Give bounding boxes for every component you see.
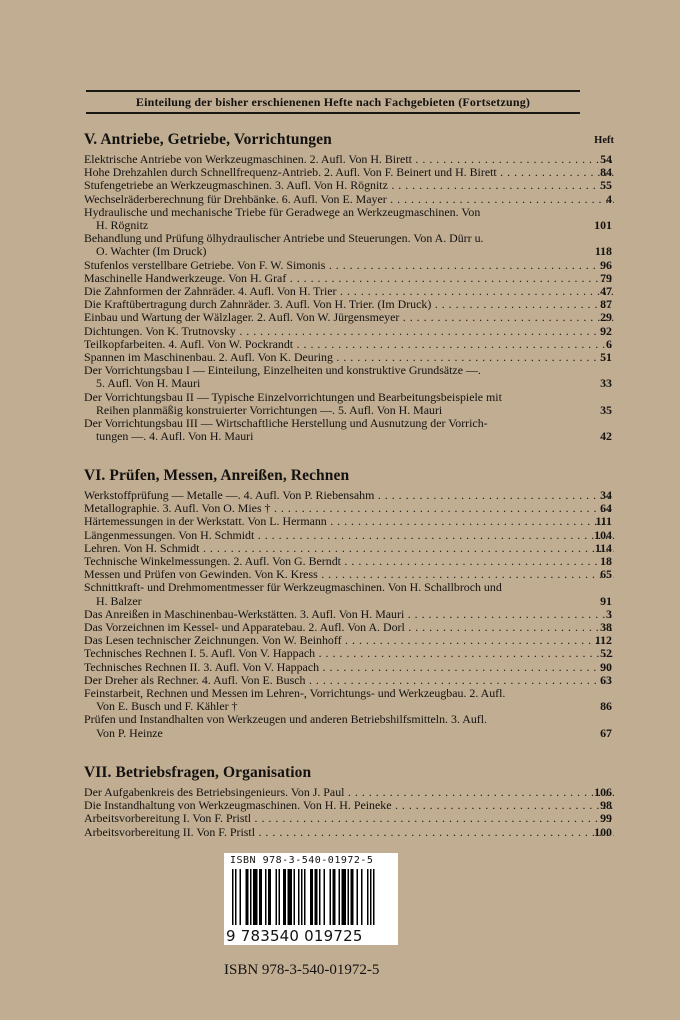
heft-column-label: Heft <box>594 135 614 146</box>
entry-title-continued: tungen —. 4. Aufl. Von H. Mauri <box>96 429 254 444</box>
barcode-bar <box>265 869 267 925</box>
barcode-bar <box>373 869 375 925</box>
heft-number: 52 <box>600 647 612 661</box>
entry-title: Dichtungen. Von K. Trutnovsky <box>84 324 236 338</box>
heft-number: 90 <box>600 660 612 674</box>
entry-list <box>84 153 614 443</box>
entry-title: Lehren. Von H. Schmidt <box>84 541 200 555</box>
heft-number: 47 <box>600 285 612 299</box>
entry-title: Elektrische Antriebe von Werkzeugmaschinen. 2. Aufl. Von H. Birett <box>84 153 412 166</box>
entry-row <box>84 259 614 272</box>
entry-row <box>84 661 614 674</box>
heft-number: 42 <box>600 429 612 444</box>
category-header: Einteilung der bisher erschienenen Hefte nach Fachgebieten (Fortsetzung) <box>86 90 580 114</box>
heft-number: 34 <box>600 489 612 502</box>
section-antriebe <box>84 131 614 443</box>
entry-title-continued: Von P. Heinze <box>96 725 163 740</box>
entry-title: Prüfen und Instandhalten von Werkzeugen und anderen Betriebshilfsmitteln. 3. Aufl. <box>84 712 488 727</box>
barcode-bar <box>279 869 281 925</box>
entry-title: Das Anreißen in Maschinenbau-Werkstätten. 3. Aufl. Von H. Mauri <box>84 607 405 621</box>
heft-number: 87 <box>600 298 612 312</box>
entry-title: Stufenlos verstellbare Getriebe. Von F. W. Simonis <box>84 258 326 272</box>
entry-row <box>84 232 614 258</box>
entry-title: Hohe Drehzahlen durch Schnellfrequenz-Antrieb. 2. Aufl. Von F. Beinert und H. Birett <box>84 166 497 180</box>
entry-title-continued: Von E. Busch und F. Kähler † <box>96 699 238 714</box>
entry-row <box>84 166 614 179</box>
heft-number: 6 <box>606 337 612 351</box>
heft-number: 51 <box>600 351 612 365</box>
barcode-bar <box>288 869 293 925</box>
barcode-bar <box>240 869 242 925</box>
heft-number: 18 <box>600 555 612 569</box>
entry-title: Die Kraftübertragung durch Zahnräder. 3. Aufl. Von H. Trier. (Im Druck) <box>84 298 432 312</box>
barcode-bar <box>310 869 313 925</box>
entry-title: Werkstoffprüfung — Metalle —. 4. Aufl. Von P. Riebensahm <box>84 489 375 502</box>
barcode-bar <box>304 869 306 925</box>
entry-title: Arbeitsvorbereitung II. Von F. Pristl <box>84 825 256 839</box>
heft-number: 55 <box>600 179 612 193</box>
entry-title: Der Vorrichtungsbau I — Einteilung, Einzelheiten und konstruktive Grundsätze —. <box>84 363 481 378</box>
entry-title: Der Vorrichtungsbau II — Typische Einzelvorrichtungen und Bearbeitungsbeispiele mit <box>84 389 502 404</box>
entry-row <box>84 311 614 324</box>
entry-title-continued: H. Balzer <box>96 593 142 608</box>
entry-row <box>84 417 614 443</box>
entry-title: Das Vorzeichnen im Kessel- und Apparatebau. 2. Aufl. Von A. Dorl <box>84 621 405 635</box>
heft-number: 84 <box>600 166 612 180</box>
entry-title: Schnittkraft- und Drehmomentmesser für Werkzeugmaschinen. Von H. Schallbroch und <box>84 580 502 595</box>
entry-row <box>84 634 614 647</box>
heft-number: 33 <box>600 376 612 391</box>
heft-number: 63 <box>600 673 612 687</box>
entry-title: Das Lesen technischer Zeichnungen. Von W. Beinhoff <box>84 634 342 648</box>
entry-title: Der Dreher als Rechner. 4. Aufl. Von E. Busch <box>84 673 306 687</box>
entry-row <box>84 338 614 351</box>
barcode-bar <box>283 869 286 925</box>
entry-row <box>84 153 614 166</box>
entry-row <box>84 542 614 555</box>
barcode-bar <box>276 869 278 925</box>
barcode-bar <box>253 869 258 925</box>
barcode-bar <box>342 869 347 925</box>
barcode-bar <box>232 869 234 925</box>
heft-number: 101 <box>594 218 612 233</box>
isbn-number: ISBN 978-3-540-01972-5 <box>224 962 380 978</box>
entry-row <box>84 826 614 839</box>
entry-title: Die Instandhaltung von Werkzeugmaschinen. Von H. H. Peineke <box>84 799 392 813</box>
entry-row <box>84 608 614 621</box>
barcode-bar <box>268 869 271 925</box>
barcode-bar <box>351 869 354 925</box>
heft-number: 104 <box>594 528 612 542</box>
entry-title: Härtemessungen in der Werkstatt. Von L. Hermann <box>84 515 327 529</box>
heft-number: 114 <box>594 541 612 555</box>
heft-number: 96 <box>600 258 612 272</box>
barcode-bar <box>357 869 359 925</box>
entry-row <box>84 786 614 799</box>
barcode-bar <box>298 869 300 925</box>
section-title: V. Antriebe, Getriebe, Vorrichtungen <box>84 131 332 148</box>
barcode-bar <box>361 869 363 925</box>
entry-title: Arbeitsvorbereitung I. Von F. Pristl <box>84 812 252 826</box>
barcode-bar <box>250 869 252 925</box>
entry-title: Feinstarbeit, Rechnen und Messen im Lehren-, Vorrichtungs- und Werkzeugbau. 2. Aufl. <box>84 686 506 701</box>
entry-title: Einbau und Wartung der Wälzlager. 2. Aufl. Von W. Jürgensmeyer <box>84 311 400 325</box>
barcode-bar <box>370 869 372 925</box>
barcode-isbn-text: ISBN 978-3-540-01972-5 <box>230 855 374 866</box>
entry-row <box>84 272 614 285</box>
entry-row <box>84 325 614 338</box>
entry-row <box>84 364 614 390</box>
entry-row <box>84 489 614 502</box>
entry-row <box>84 206 614 232</box>
heft-number: 91 <box>600 593 612 608</box>
entry-title: Wechselräderberechnung für Drehbänke. 6. Aufl. Von E. Mayer <box>84 192 387 206</box>
section-betriebsfragen <box>84 764 614 839</box>
barcode-bar <box>339 869 341 925</box>
entry-row <box>84 581 614 607</box>
barcode-bar <box>330 869 332 925</box>
heft-number: 92 <box>600 324 612 338</box>
entry-list <box>84 489 614 740</box>
entry-title-continued: Reihen planmäßig konstruierter Vorrichtungen —. 5. Aufl. Von H. Mauri <box>96 402 443 417</box>
heft-number: 4 <box>606 192 612 206</box>
heft-number: 111 <box>595 515 612 529</box>
entry-title: Spannen im Maschinenbau. 2. Aufl. Von K. Deuring <box>84 351 333 365</box>
barcode-bars <box>230 869 392 925</box>
entry-title: Maschinelle Handwerkzeuge. Von H. Graf <box>84 271 287 285</box>
entry-row <box>84 529 614 542</box>
entry-row <box>84 621 614 634</box>
heft-number: 79 <box>600 271 612 285</box>
entry-title: Metallographie. 3. Aufl. Von O. Mies † <box>84 502 271 516</box>
entry-title: Technische Winkelmessungen. 2. Aufl. Von G. Berndt <box>84 555 341 569</box>
entry-list <box>84 786 614 839</box>
entry-title: Der Aufgabenkreis des Betriebsingenieurs. Von J. Paul <box>84 786 345 799</box>
heft-number: 106 <box>594 786 612 799</box>
heft-number: 99 <box>600 812 612 826</box>
heft-number: 3 <box>606 607 612 621</box>
entry-title: Technisches Rechnen II. 3. Aufl. Von V. Happach <box>84 660 320 674</box>
barcode-bar <box>235 869 237 925</box>
barcode-bar <box>301 869 303 925</box>
entry-title: Behandlung und Prüfung ölhydraulischer Antriebe und Steuerungen. Von A. Dürr u. <box>84 231 484 246</box>
entry-title: Längenmessungen. Von H. Schmidt <box>84 528 255 542</box>
entry-title: Der Vorrichtungsbau III — Wirtschaftliche Herstellung und Ausnutzung der Vorrich- <box>84 416 488 431</box>
entry-row <box>84 298 614 311</box>
barcode-bar <box>324 869 326 925</box>
entry-row <box>84 647 614 660</box>
section-pruefen <box>84 467 614 740</box>
heft-number: 64 <box>600 502 612 516</box>
barcode-bar <box>348 869 350 925</box>
section-title: VII. Betriebsfragen, Organisation <box>84 764 312 781</box>
heft-number: 86 <box>600 699 612 714</box>
barcode-bar <box>259 869 262 925</box>
heft-number: 54 <box>600 153 612 166</box>
heft-number: 112 <box>594 634 612 648</box>
entry-title: Teilkopfarbeiten. 4. Aufl. Von W. Pockrandt <box>84 337 294 351</box>
barcode-bar <box>319 869 321 925</box>
heft-number: 65 <box>600 568 612 582</box>
entry-title: Technisches Rechnen I. 5. Aufl. Von V. Happach <box>84 647 316 661</box>
entry-title: Messen und Prüfen von Gewinden. Von K. Kress <box>84 568 318 582</box>
entry-row <box>84 515 614 528</box>
entry-row <box>84 687 614 713</box>
entry-row <box>84 285 614 298</box>
entry-title: Stufengetriebe an Werkzeugmaschinen. 3. Aufl. Von H. Rögnitz <box>84 179 388 193</box>
entry-title: Die Zahnformen der Zahnräder. 4. Aufl. Von H. Trier <box>84 285 337 299</box>
section-title: VI. Prüfen, Messen, Anreißen, Rechnen <box>84 467 350 484</box>
heft-number: 35 <box>600 402 612 417</box>
entry-title: Hydraulische und mechanische Triebe für Geradwege an Werkzeugmaschinen. Von <box>84 204 481 219</box>
barcode-bar <box>315 869 318 925</box>
heft-number: 118 <box>594 244 612 259</box>
heft-number: 38 <box>600 621 612 635</box>
heft-number: 100 <box>594 825 612 839</box>
entry-title-continued: O. Wachter (Im Druck) <box>96 244 207 259</box>
entry-title-continued: H. Rögnitz <box>96 218 149 233</box>
entry-row <box>84 713 614 739</box>
barcode-digits: 9 783540 019725 <box>226 927 363 945</box>
barcode-bar <box>246 869 249 925</box>
entry-row <box>84 555 614 568</box>
barcode-bar <box>367 869 369 925</box>
barcode-bar <box>294 869 296 925</box>
isbn-barcode <box>224 853 398 945</box>
heft-number: 98 <box>600 799 612 813</box>
entry-row <box>84 391 614 417</box>
heft-number: 29 <box>600 311 612 325</box>
entry-row <box>84 799 614 812</box>
heft-number: 67 <box>600 725 612 740</box>
barcode-bar <box>333 869 336 925</box>
entry-title-continued: 5. Aufl. Von H. Mauri <box>96 376 201 391</box>
entry-row <box>84 502 614 515</box>
entry-row <box>84 179 614 192</box>
entry-row <box>84 812 614 825</box>
